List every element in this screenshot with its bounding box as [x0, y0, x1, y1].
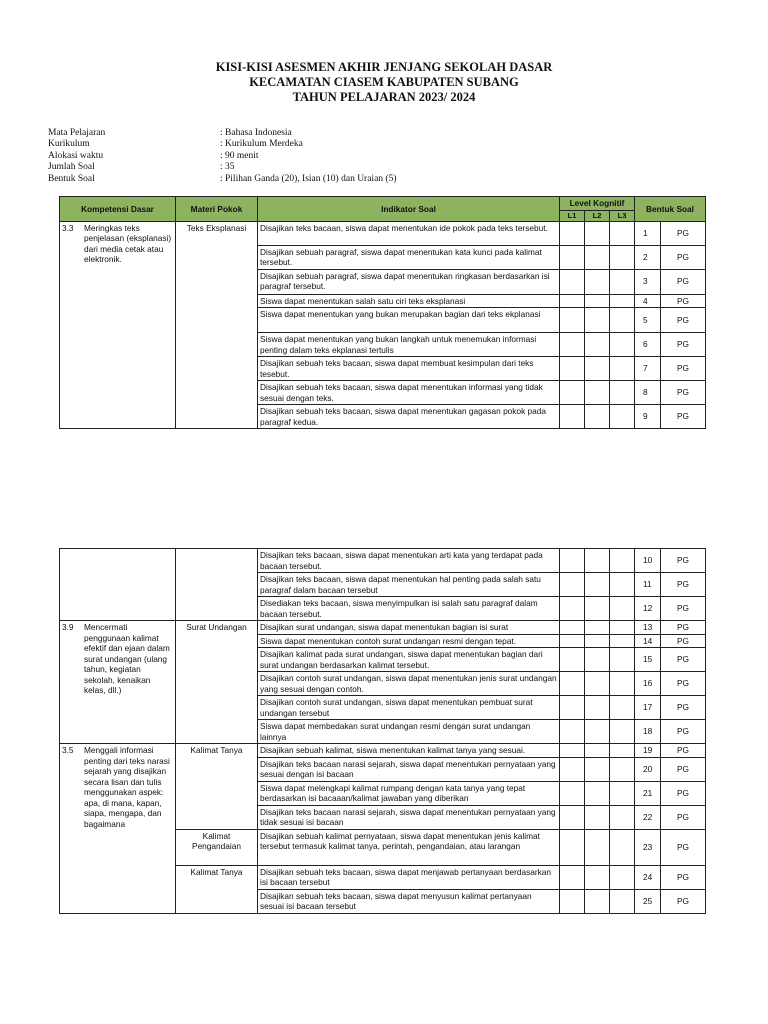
kd-text: Menggali informasi penting dari teks narasi sejarah yang disajikan secara lisan dan tulis menggunakan aspek: apa, di mana, kapan, siapa, mengapa, dan bagaimana [84, 745, 170, 829]
materi-cell [176, 549, 258, 621]
kd-cell [60, 221, 176, 429]
bentuk-soal: PG [661, 744, 706, 758]
level-l2-cell [585, 889, 610, 913]
level-l3-cell [610, 308, 635, 333]
bentuk-soal: PG [661, 294, 706, 308]
soal-number: 1 [635, 221, 661, 245]
kd-number: 3.3 [62, 222, 74, 233]
level-l1-cell [560, 269, 585, 294]
bentuk-soal: PG [661, 648, 706, 672]
soal-number: 17 [635, 696, 661, 720]
level-l2-cell [585, 805, 610, 829]
indikator-cell: Disajikan sebuah teks bacaan, siswa dapat menentukan gagasan pokok pada paragraf kedua. [258, 405, 560, 429]
bentuk-soal: PG [661, 597, 706, 621]
level-l1-cell [560, 294, 585, 308]
level-l3-cell [610, 333, 635, 357]
level-l2-cell [585, 744, 610, 758]
bentuk-soal: PG [661, 720, 706, 744]
bentuk-soal: PG [661, 829, 706, 865]
kd-text: Meringkas teks penjelasan (eksplanasi) dari media cetak atau elektronik. [84, 222, 172, 264]
doc-title-line-2: KECAMATAN CIASEM KABUPATEN SUBANG [249, 75, 519, 89]
kd-text: Mencermati penggunaan kalimat efektif dan ejaan dalam surat undangan (ulang tahun, kegiatan sekolah, kenaikan kelas, dll.) [84, 622, 170, 695]
soal-number: 6 [635, 333, 661, 357]
level-l1-cell [560, 744, 585, 758]
indikator-cell: Disajikan contoh surat undangan, siswa dapat menentukan jenis surat undangan yang sesuai dengan contoh. [258, 672, 560, 696]
col-header-materi: Materi Pokok [176, 197, 258, 222]
level-l1-cell [560, 573, 585, 597]
soal-number: 12 [635, 597, 661, 621]
level-l1-cell [560, 720, 585, 744]
meta-value: : Bahasa Indonesia [220, 128, 292, 138]
level-l1-cell [560, 757, 585, 781]
indikator-cell: Disajikan sebuah paragraf, siswa dapat menentukan ringkasan berdasarkan isi paragraf tersebut. [258, 269, 560, 294]
bentuk-soal: PG [661, 573, 706, 597]
indikator-cell: Disajikan teks bacaan, siswa dapat menentukan ide pokok pada teks tersebut. [258, 221, 560, 245]
level-l3-cell [610, 648, 635, 672]
level-l2-cell [585, 357, 610, 381]
indikator-cell: Disajikan sebuah kalimat pernyataan, siswa dapat menentukan jenis kalimat tersebut termasuk kalimat tanya, perintah, pengandaian, atau larangan [258, 829, 560, 865]
level-l2-cell [585, 245, 610, 269]
level-l1-cell [560, 405, 585, 429]
level-l3-cell [610, 805, 635, 829]
level-l1-cell [560, 648, 585, 672]
bentuk-soal: PG [661, 781, 706, 805]
level-l1-cell [560, 829, 585, 865]
col-header-l1: L1 [560, 210, 585, 221]
bentuk-soal: PG [661, 805, 706, 829]
soal-number: 21 [635, 781, 661, 805]
soal-number: 15 [635, 648, 661, 672]
indikator-cell: Disajikan sebuah teks bacaan, siswa dapat membuat kesimpulan dari teks tesebut. [258, 357, 560, 381]
col-header-level: Level Kognitif [560, 197, 635, 211]
level-l3-cell [610, 357, 635, 381]
bentuk-soal: PG [661, 889, 706, 913]
level-l1-cell [560, 889, 585, 913]
soal-number: 8 [635, 381, 661, 405]
soal-number: 5 [635, 308, 661, 333]
meta-value: : Kurikulum Merdeka [220, 139, 303, 150]
indikator-cell: Disajikan sebuah teks bacaan, siswa dapat menyusun kalimat pertanyaan sesuai isi bacaan tersebut [258, 889, 560, 913]
soal-number: 25 [635, 889, 661, 913]
level-l3-cell [610, 696, 635, 720]
level-l2-cell [585, 269, 610, 294]
level-l2-cell [585, 597, 610, 621]
kd-number: 3.9 [62, 622, 74, 632]
meta-label: Mata Pelajaran [48, 128, 106, 138]
level-l3-cell [610, 294, 635, 308]
level-l2-cell [585, 634, 610, 648]
materi-cell: Kalimat Tanya [176, 744, 258, 830]
level-l3-cell [610, 634, 635, 648]
level-l1-cell [560, 781, 585, 805]
soal-number: 18 [635, 720, 661, 744]
bentuk-soal: PG [661, 245, 706, 269]
soal-number: 16 [635, 672, 661, 696]
level-l3-cell [610, 221, 635, 245]
level-l2-cell [585, 294, 610, 308]
level-l2-cell [585, 648, 610, 672]
bentuk-soal: PG [661, 269, 706, 294]
level-l3-cell [610, 829, 635, 865]
meta-label: Bentuk Soal [48, 173, 95, 184]
indikator-cell: Siswa dapat menentukan salah satu ciri teks eksplanasi [258, 294, 560, 308]
materi-cell: Kalimat Pengandaian [176, 829, 258, 865]
level-l3-cell [610, 597, 635, 621]
soal-number: 19 [635, 744, 661, 758]
level-l1-cell [560, 549, 585, 573]
bentuk-soal: PG [661, 381, 706, 405]
level-l2-cell [585, 308, 610, 333]
level-l3-cell [610, 405, 635, 429]
soal-number: 10 [635, 549, 661, 573]
materi-cell: Surat Undangan [176, 621, 258, 744]
level-l2-cell [585, 221, 610, 245]
doc-title-line-3: TAHUN PELAJARAN 2023/ 2024 [292, 90, 476, 104]
soal-number: 14 [635, 634, 661, 648]
col-header-indikator: Indikator Soal [258, 197, 560, 222]
level-l1-cell [560, 634, 585, 648]
indikator-cell: Disajikan teks bacaan narasi sejarah, siswa dapat menentukan pernyataan yang sesuai dengan isi bacaan [258, 757, 560, 781]
soal-number: 4 [635, 294, 661, 308]
level-l2-cell [585, 405, 610, 429]
level-l1-cell [560, 621, 585, 635]
level-l1-cell [560, 805, 585, 829]
materi-cell: Teks Eksplanasi [176, 221, 258, 429]
level-l2-cell [585, 865, 610, 889]
indikator-cell: Disajikan kalimat pada surat undangan, siswa dapat menentukan bagian dari surat undangan berdasarkan kalimat tersebut. [258, 648, 560, 672]
indikator-cell: Siswa dapat menentukan yang bukan langkah untuk menemukan informasi penting dalam teks ekplanasi tertulis [258, 333, 560, 357]
indikator-cell: Disajikan sebuah paragraf, siswa dapat menentukan kata kunci pada kalimat tersebut. [258, 245, 560, 269]
soal-number: 3 [635, 269, 661, 294]
indikator-cell: Disajikan teks bacaan narasi sejarah, siswa dapat menentukan pernyataan yang tidak sesuai isi bacaan [258, 805, 560, 829]
level-l3-cell [610, 720, 635, 744]
kd-cell [60, 744, 176, 914]
level-l1-cell [560, 696, 585, 720]
soal-number: 7 [635, 357, 661, 381]
level-l3-cell [610, 757, 635, 781]
level-l2-cell [585, 829, 610, 865]
level-l2-cell [585, 381, 610, 405]
indikator-cell: Disajikan teks bacaan, siswa dapat menentukan arti kata yang terdapat pada bacaan tersebut. [258, 549, 560, 573]
kd-cell [60, 549, 176, 621]
indikator-cell: Disajikan surat undangan, siswa dapat menentukan bagian isi surat [258, 621, 560, 635]
level-l3-cell [610, 381, 635, 405]
level-l1-cell [560, 672, 585, 696]
bentuk-soal: PG [661, 621, 706, 635]
indikator-cell: Disediakan teks bacaan, siswa menyimpulkan isi salah satu paragraf dalam bacaan tersebut. [258, 597, 560, 621]
col-header-l2: L2 [585, 210, 610, 221]
level-l1-cell [560, 597, 585, 621]
bentuk-soal: PG [661, 865, 706, 889]
soal-number: 24 [635, 865, 661, 889]
level-l3-cell [610, 781, 635, 805]
level-l3-cell [610, 865, 635, 889]
meta-info [48, 128, 397, 185]
level-l3-cell [610, 744, 635, 758]
indikator-cell: Siswa dapat melengkapi kalimat rumpang dengan kata tanya yang tepat berdasarkan isi bacaaan/kalimat jawaban yang diberikan [258, 781, 560, 805]
level-l3-cell [610, 549, 635, 573]
soal-number: 9 [635, 405, 661, 429]
soal-number: 13 [635, 621, 661, 635]
kisi-table-2 [59, 548, 706, 914]
doc-title-line-1: KISI-KISI ASESMEN AKHIR JENJANG SEKOLAH DASAR [215, 60, 553, 74]
col-header-bentuk: Bentuk Soal [635, 197, 706, 222]
bentuk-soal: PG [661, 308, 706, 333]
soal-number: 11 [635, 573, 661, 597]
level-l2-cell [585, 696, 610, 720]
level-l3-cell [610, 672, 635, 696]
level-l2-cell [585, 720, 610, 744]
meta-label: Kurikulum [48, 139, 90, 150]
col-header-kd: Kompetensi Dasar [60, 197, 176, 222]
materi-cell: Kalimat Tanya [176, 865, 258, 913]
indikator-cell: Disajikan teks bacaan, siswa dapat menentukan hal penting pada salah satu paragraf dalam bacaan tersebut [258, 573, 560, 597]
bentuk-soal: PG [661, 405, 706, 429]
level-l2-cell [585, 333, 610, 357]
level-l1-cell [560, 381, 585, 405]
soal-number: 20 [635, 757, 661, 781]
level-l3-cell [610, 621, 635, 635]
bentuk-soal: PG [661, 549, 706, 573]
indikator-cell: Siswa dapat menentukan contoh surat undangan resmi dengan tepat. [258, 634, 560, 648]
indikator-cell: Disajikan sebuah kalimat, siswa menentukan kalimat tanya yang sesuai. [258, 744, 560, 758]
level-l1-cell [560, 333, 585, 357]
kd-number: 3.5 [62, 745, 74, 755]
kisi-table-1 [59, 196, 706, 429]
level-l1-cell [560, 865, 585, 889]
level-l2-cell [585, 757, 610, 781]
indikator-cell: Siswa dapat menentukan yang bukan merupakan bagian dari teks ekplanasi [258, 308, 560, 333]
bentuk-soal: PG [661, 634, 706, 648]
level-l2-cell [585, 672, 610, 696]
meta-value: : Pilihan Ganda (20), Isian (10) dan Uraian (5) [220, 173, 397, 184]
level-l3-cell [610, 573, 635, 597]
soal-number: 22 [635, 805, 661, 829]
col-header-l3: L3 [610, 210, 635, 221]
level-l1-cell [560, 221, 585, 245]
soal-number: 23 [635, 829, 661, 865]
soal-number: 2 [635, 245, 661, 269]
bentuk-soal: PG [661, 757, 706, 781]
level-l3-cell [610, 245, 635, 269]
level-l1-cell [560, 357, 585, 381]
meta-label: Jumlah Soal [48, 162, 95, 173]
kd-cell [60, 621, 176, 744]
indikator-cell: Disajikan contoh surat undangan, siswa dapat menentukan pembuat surat undangan tersebut [258, 696, 560, 720]
bentuk-soal: PG [661, 221, 706, 245]
level-l2-cell [585, 549, 610, 573]
level-l1-cell [560, 245, 585, 269]
level-l2-cell [585, 781, 610, 805]
level-l2-cell [585, 573, 610, 597]
indikator-cell: Disajikan sebuah teks bacaan, siswa dapat menentukan informasi yang tidak sesuai dengan teks. [258, 381, 560, 405]
bentuk-soal: PG [661, 357, 706, 381]
level-l2-cell [585, 621, 610, 635]
indikator-cell: Disajikan sebuah teks bacaan, siswa dapat menjawab pertanyaan berdasarkan isi bacaan tersebut [258, 865, 560, 889]
level-l3-cell [610, 269, 635, 294]
bentuk-soal: PG [661, 333, 706, 357]
meta-value: : 90 menit [220, 150, 259, 161]
indikator-cell: Siswa dapat membedakan surat undangan resmi dengan surat undangan lainnya [258, 720, 560, 744]
meta-label: Alokasi waktu [48, 150, 104, 161]
bentuk-soal: PG [661, 672, 706, 696]
meta-value: : 35 [220, 162, 235, 173]
level-l3-cell [610, 889, 635, 913]
bentuk-soal: PG [661, 696, 706, 720]
level-l1-cell [560, 308, 585, 333]
